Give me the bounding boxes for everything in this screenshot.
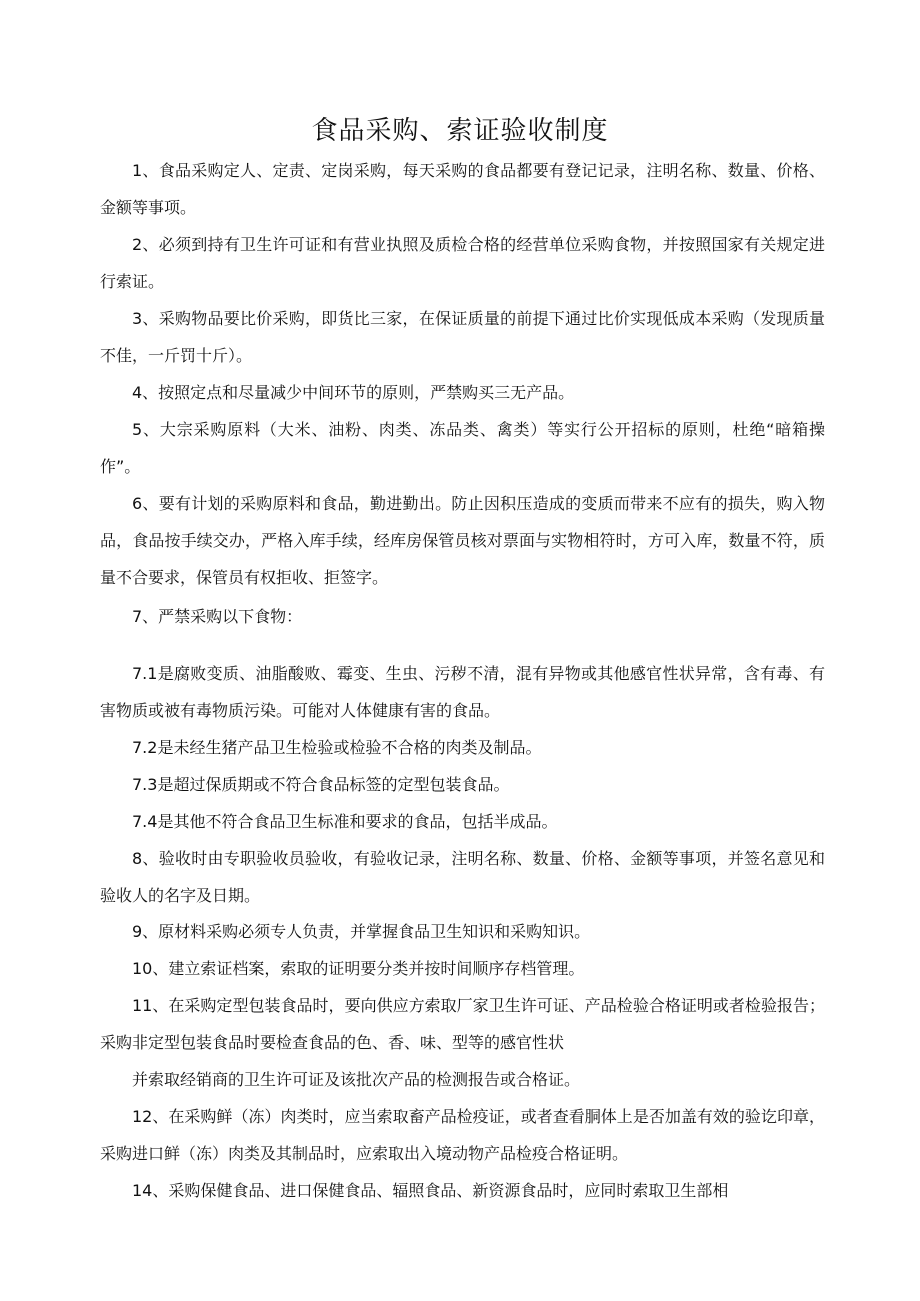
paragraph-3: 3、采购物品要比价采购，即货比三家，在保证质量的前提下通过比价实现低成本采购（发现质量不佳，一斤罚十斤）。 [100,309,825,365]
paragraph-12: 12、在采购鲜（冻）肉类时，应当索取畜产品检疫证，或者查看胴体上是否加盖有效的验讫印章，采购进口鲜（冻）肉类及其制品时，应索取出入境动物产品检疫合格证明。 [100,1107,825,1163]
paragraph-2: 2、必须到持有卫生许可证和有营业执照及质检合格的经营单位采购食物，并按照国家有关规定进行索证。 [100,235,825,291]
paragraph-7-1: 7.1是腐败变质、油脂酸败、霉变、生虫、污秽不清，混有异物或其他感官性状异常，含有毒、有害物质或被有毒物质污染。可能对人体健康有害的食品。 [100,664,825,720]
paragraph-7-2: 7.2是未经生猪产品卫生检验或检验不合格的肉类及制品。 [132,738,542,757]
paragraph-14: 14、采购保健食品、进口保健食品、辐照食品、新资源食品时，应同时索取卫生部相 [132,1181,729,1200]
paragraph-6: 6、要有计划的采购原料和食品，勤进勤出。防止因积压造成的变质而带来不应有的损失，购入物品，食品按手续交办，严格入库手续，经库房保管员核对票面与实物相符时，方可入库，数量不符，质量不合要求，保管员有权拒收、拒签字。 [100,494,825,587]
paragraph-10: 10、建立索证档案，索取的证明要分类并按时间顺序存档管理。 [132,959,585,978]
paragraph-5: 5、大宗采购原料（大米、油粉、肉类、冻品类、禽类）等实行公开招标的原则，杜绝“暗箱操作”。 [100,420,825,476]
document-title: 食品采购、索证验收制度 [311,116,609,146]
paragraph-7: 7、严禁采购以下食物： [132,607,303,626]
paragraph-1: 1、食品采购定人、定责、定岗采购，每天采购的食品都要有登记记录，注明名称、数量、价格、金额等事项。 [100,161,825,217]
paragraph-9: 9、原材料采购必须专人负责，并掌握食品卫生知识和采购知识。 [132,922,591,941]
paragraph-4: 4、按照定点和尽量减少中间环节的原则，严禁购买三无产品。 [132,383,575,402]
paragraph-7-3: 7.3是超过保质期或不符合食品标签的定型包装食品。 [132,775,510,794]
paragraph-7-4: 7.4是其他不符合食品卫生标准和要求的食品，包括半成品。 [132,812,558,831]
paragraph-11-continued: 并索取经销商的卫生许可证及该批次产品的检测报告或合格证。 [132,1070,581,1089]
paragraph-8: 8、验收时由专职验收员验收，有验收记录，注明名称、数量、价格、金额等事项，并签名意见和验收人的名字及日期。 [100,849,825,905]
paragraph-11: 11、在采购定型包装食品时，要向供应方索取厂家卫生许可证、产品检验合格证明或者检验报告；采购非定型包装食品时要检查食品的色、香、味、型等的感官性状 [100,996,825,1052]
